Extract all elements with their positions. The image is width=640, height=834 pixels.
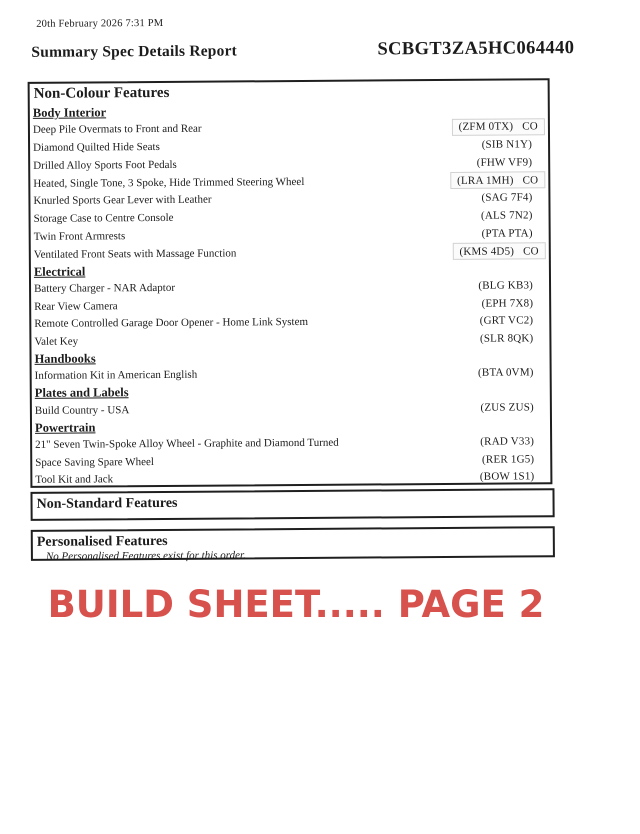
personalised-features-title: Personalised Features — [36, 533, 168, 550]
feature-label: Ventilated Front Seats with Massage Function — [33, 247, 237, 261]
section-header: Plates and Labels — [34, 385, 129, 401]
feature-code-group — [477, 156, 533, 168]
feature-code: (RAD V33) — [480, 435, 535, 448]
feature-label: Drilled Alloy Sports Foot Pedals — [33, 158, 177, 172]
feature-row — [32, 468, 550, 489]
feature-code: (SLR 8QK) — [479, 332, 534, 345]
section-header: Electrical — [33, 263, 86, 279]
non-colour-features-title: Non-Colour Features — [33, 84, 170, 102]
feature-code-group — [480, 332, 534, 344]
feature-code-group — [481, 192, 532, 204]
feature-code: (GRT VC2) — [479, 314, 534, 328]
feature-label: Deep Pile Overmats to Front and Rear — [32, 123, 202, 137]
feature-code: (SAG 7F4) — [481, 191, 533, 205]
feature-code-group — [480, 315, 534, 327]
feature-code: (BOW 1S1) — [479, 470, 535, 484]
feature-code: (LRA 1MH) — [457, 174, 514, 187]
feature-label: Build Country - USA — [34, 403, 130, 417]
carry-over-flag: CO — [522, 173, 539, 187]
feature-code-group — [482, 297, 534, 309]
carry-over-flag: CO — [523, 244, 539, 258]
non-standard-features-title: Non-Standard Features — [36, 495, 178, 512]
feature-code: (BTA 0VM) — [477, 366, 534, 380]
feature-label: Rear View Camera — [34, 299, 118, 313]
feature-code: (EPH 7X8) — [481, 296, 534, 310]
feature-label: Storage Case to Centre Console — [33, 212, 174, 225]
feature-label: Information Kit in American English — [34, 369, 198, 383]
feature-code-group — [452, 118, 545, 136]
non-colour-features-list — [30, 101, 551, 489]
feature-code-group — [478, 279, 533, 291]
feature-code-group — [480, 401, 534, 413]
feature-code: (FHW VF9) — [476, 156, 533, 169]
feature-code-group — [480, 471, 535, 483]
feature-code: (ZFM 0TX) — [458, 120, 514, 134]
feature-code-group — [450, 171, 545, 189]
feature-label: Heated, Single Tone, 3 Spoke, Hide Trimmed Steering Wheel — [33, 175, 305, 190]
carry-over-flag: CO — [522, 120, 538, 133]
feature-label: Knurled Sports Gear Lever with Leather — [33, 193, 212, 208]
feature-label: Remote Controlled Garage Door Opener - Home Link System — [34, 316, 309, 331]
print-timestamp: 20th February 2026 7:31 PM — [36, 17, 164, 30]
feature-code: (ZUS ZUS) — [480, 400, 534, 414]
section-header: Powertrain — [34, 419, 96, 435]
section-header: Body Interior — [32, 105, 107, 120]
report-title: Summary Spec Details Report — [31, 42, 238, 61]
feature-label: Valet Key — [34, 335, 79, 348]
feature-code-group — [480, 435, 534, 447]
feature-code-group — [482, 139, 532, 151]
feature-code: (ALS 7N2) — [480, 209, 533, 222]
personalised-features-note: No Personalised Features exist for this order. — [45, 549, 246, 563]
non-colour-features-box — [28, 78, 553, 488]
section-header: Handbooks — [34, 351, 96, 366]
feature-code: (RER 1G5) — [481, 452, 535, 466]
feature-label: Diamond Quilted Hide Seats — [33, 141, 160, 154]
feature-code-group — [481, 210, 533, 222]
feature-label: 21" Seven Twin-Spoke Alloy Wheel - Graphite and Diamond Turned — [35, 436, 339, 451]
personalised-features-box — [31, 526, 555, 561]
feature-code-group — [452, 242, 545, 260]
feature-label: Space Saving Spare Wheel — [35, 455, 154, 469]
build-sheet-stamp: BUILD SHEET..... PAGE 2 — [47, 583, 545, 626]
feature-code: (PTA PTA) — [481, 227, 533, 240]
feature-label: Battery Charger - NAR Adaptor — [34, 281, 176, 295]
feature-code-group — [482, 227, 533, 239]
vin-number: SCBGT3ZA5HC064440 — [377, 38, 575, 60]
feature-code: (SIB N1Y) — [481, 138, 533, 151]
feature-code: (KMS 4D5) — [459, 245, 515, 258]
feature-code: (BLG KB3) — [478, 279, 534, 292]
feature-code-group — [482, 453, 534, 465]
feature-code-group — [478, 367, 534, 379]
non-standard-features-box — [30, 488, 554, 521]
feature-label: Tool Kit and Jack — [35, 473, 114, 487]
feature-label: Twin Front Armrests — [33, 230, 126, 243]
